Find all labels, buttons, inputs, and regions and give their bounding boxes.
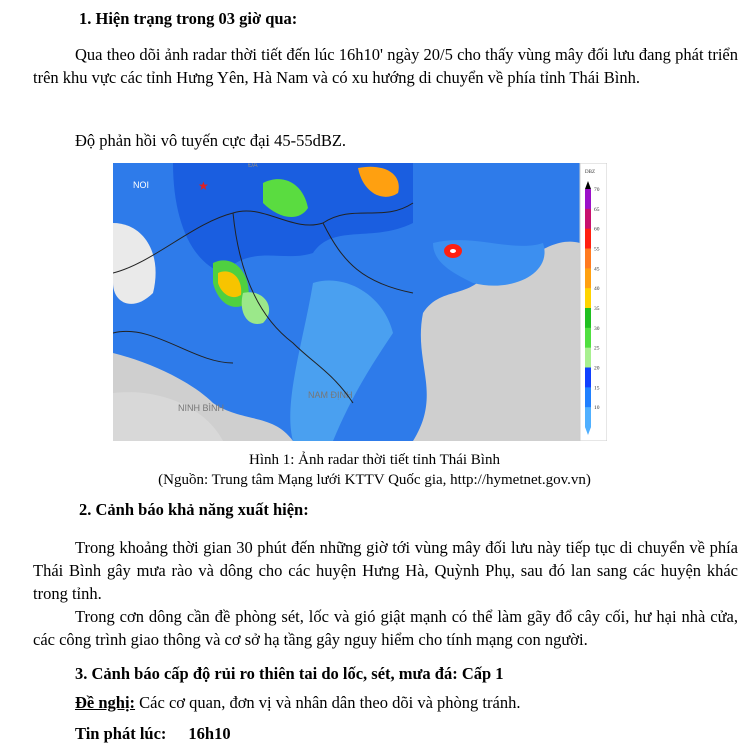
figure-source: (Nguồn: Trung tâm Mạng lưới KTTV Quốc gia, http://hymetnet.gov.vn) [158, 472, 591, 488]
section-2-paragraph-2: Trong cơn dông cần đề phòng sét, lốc và gió giật mạnh có thể làm gãy đổ cây cối, hư hại nhà cửa, các công trình giao thông và cơ sở hạ tầng gây nguy hiểm cho tính mạng con người. [33, 607, 738, 649]
legend-swatch [585, 348, 591, 368]
legend-tick-label: 20 [594, 365, 600, 372]
map-label-nam-dinh: NAM ĐỊNH [308, 390, 353, 400]
issued-label: Tin phát lúc: [75, 724, 167, 743]
recommendation [75, 693, 520, 713]
legend-tick-label: 60 [594, 226, 600, 233]
legend-swatch [585, 368, 591, 388]
section-2-paragraph-1: Trong khoảng thời gian 30 phút đến những giờ tới vùng mây đối lưu này tiếp tục di chuyển về phía Thái Bình gây mưa rào và dông cho các huyện Hưng Hà, Quỳnh Phụ, sau đó lan sang các huyện khác trong tỉnh. [33, 538, 738, 603]
capital-star-icon: ★ [198, 179, 209, 193]
radar-image [113, 163, 607, 441]
legend-swatch [585, 328, 591, 348]
legend-swatch [585, 229, 591, 249]
legend-swatch [585, 189, 591, 209]
map-label-ninh-binh: NINH BÌNH [178, 403, 225, 413]
map-label-top: ĐA [248, 163, 258, 169]
legend-tick-label: 35 [594, 306, 600, 312]
section-1-heading: 1. Hiện trạng trong 03 giờ qua: [79, 9, 298, 28]
legend-swatch [585, 407, 591, 427]
legend-tick-label: 30 [594, 325, 600, 332]
legend-tick-label: 45 [594, 266, 600, 273]
legend-tick-label: 55 [594, 246, 600, 253]
legend-tick-label: 40 [594, 286, 600, 293]
section-3-heading: 3. Cảnh báo cấp độ rủi ro thiên tai do lốc, sét, mưa đá: Cấp 1 [75, 664, 504, 683]
legend-tick-label: 25 [594, 345, 600, 352]
legend-tick-label: 15 [594, 385, 600, 392]
legend-swatch [585, 288, 591, 308]
legend-swatch [585, 249, 591, 269]
issued-time: 16h10 [188, 724, 231, 743]
figure-caption: Hình 1: Ảnh radar thời tiết tỉnh Thái Bình [249, 452, 500, 468]
legend-tick-label: 70 [594, 187, 600, 193]
recommend-text: Các cơ quan, đơn vị và nhân dân theo dõi và phòng tránh. [135, 693, 521, 712]
legend-tick-label: 10 [594, 405, 600, 412]
issued-time-row [75, 724, 231, 744]
section-2-heading: 2. Cảnh báo khả năng xuất hiện: [79, 500, 309, 519]
legend-unit: DBZ [585, 170, 595, 175]
legend-swatch [585, 209, 591, 229]
map-label-hanoi: NOI [133, 180, 150, 190]
legend-swatch [585, 308, 591, 328]
legend-tick-label: 65 [594, 206, 600, 213]
legend-swatch [585, 268, 591, 288]
reflectivity-text: Độ phản hồi vô tuyến cực đại 45-55dBZ. [75, 131, 347, 150]
section-1-paragraph: Qua theo dõi ảnh radar thời tiết đến lúc 16h10' ngày 20/5 cho thấy vùng mây đối lưu đang phát triển trên khu vực các tỉnh Hưng Yên, Hà Nam và có xu hướng di chuyển về phía tỉnh Thái Bình. [33, 45, 738, 87]
legend-swatch [585, 387, 591, 407]
recommend-label: Đề nghị: [75, 693, 136, 712]
